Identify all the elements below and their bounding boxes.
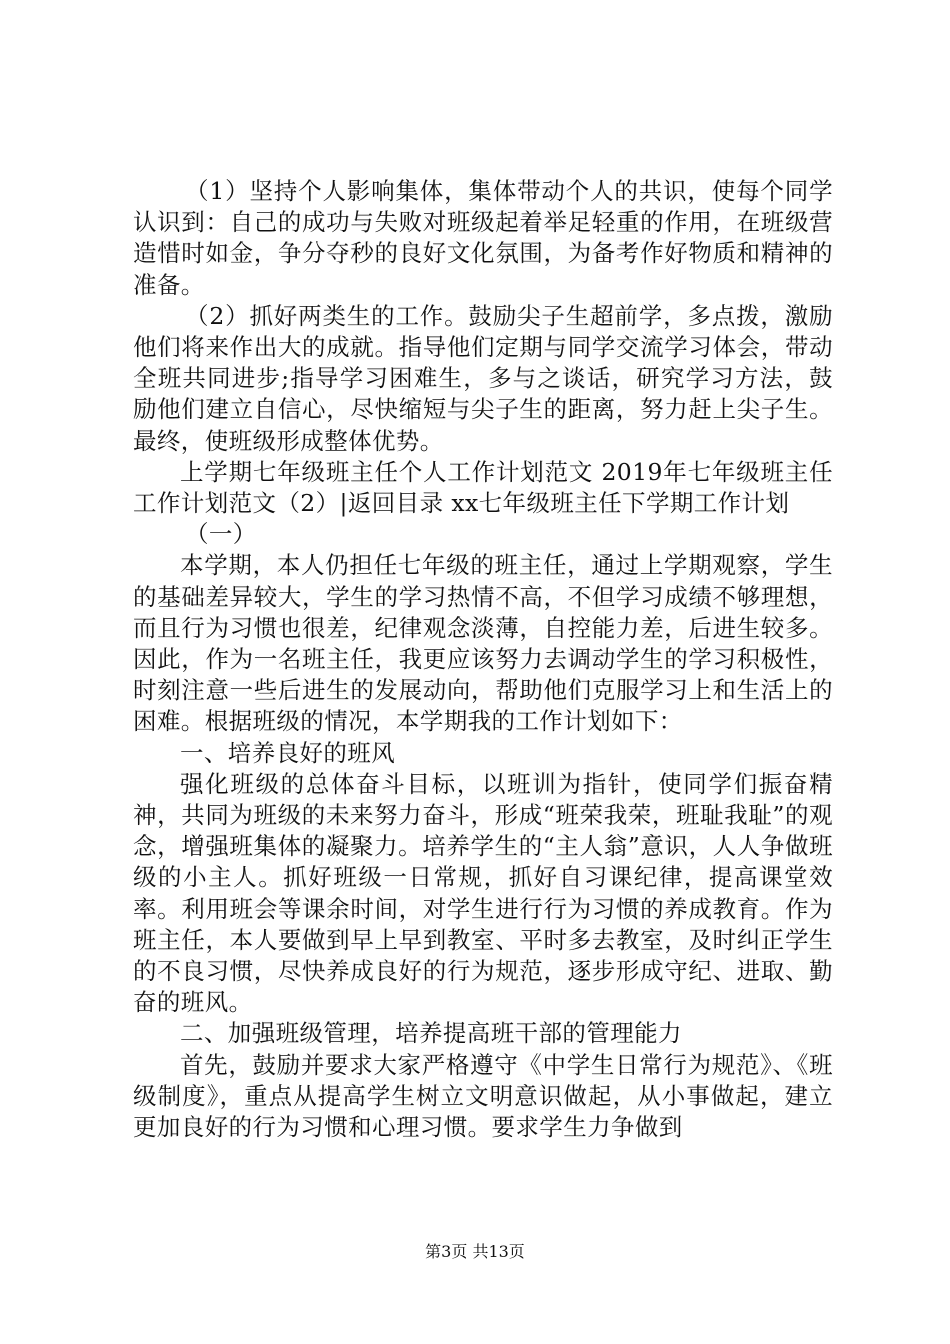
paragraph-intro: 本学期，本人仍担任七年级的班主任，通过上学期观察，学生的基础差异较大，学生的学习热情不高，不但学习成绩不够理想，而且行为习惯也很差，纪律观念淡薄，自控能力差，后进生较多。因此，作为一名班主任，我更应该努力去调动学生的学习积极性，时刻注意一些后进生的发展动向，帮助他们克服学习上和生活上的困难。根据班级的情况，本学期我的工作计划如下： [133,551,833,736]
page-number-footer: 第3页 共13页 [425,1242,525,1261]
paragraph-section-1: 强化班级的总体奋斗目标，以班训为指针，使同学们振奋精神，共同为班级的未来努力奋斗，形成“班荣我荣，班耻我耻”的观念，增强班集体的凝聚力。培养学生的“主人翁”意识，人人争做班级的小主人。抓好班级一日常规，抓好自习课纪律，提高课堂效率。利用班会等课余时间，对学生进行行为习惯的养成教育。作为班主任，本人要做到早上早到教室、平时多去教室，及时纠正学生的不良习惯，尽快养成良好的行为规范，逐步形成守纪、进取、勤奋的班风。 [133,769,833,1017]
paragraph-heading-link: 上学期七年级班主任个人工作计划范文 2019年七年级班主任工作计划范文（2）|返回目录 xx七年级班主任下学期工作计划 [133,457,833,518]
paragraph-section-2: 首先，鼓励并要求大家严格遵守《中学生日常行为规范》、《班级制度》，重点从提高学生树立文明意识做起，从小事做起，建立更加良好的行为习惯和心理习惯。要求学生力争做到 [133,1050,833,1142]
document-body [133,176,833,1143]
section-heading-2: 二、加强班级管理，培养提高班干部的管理能力 [180,1019,682,1048]
section-heading-1: 一、培养良好的班风 [180,738,396,767]
paragraph-point-1: （1）坚持个人影响集体，集体带动个人的共识，使每个同学认识到：自己的成功与失败对班级起着举足轻重的作用，在班级营造惜时如金，争分夺秒的良好文化氛围，为备考作好物质和精神的准备。 [133,177,833,299]
section-label: （一） [185,520,257,549]
paragraph-point-2: （2）抓好两类生的工作。鼓励尖子生超前学，多点拨，激励他们将来作出大的成就。指导他们定期与同学交流学习体会，带动全班共同进步;指导学习困难生，多与之谈话，研究学习方法，鼓励他们建立自信心，尽快缩短与尖子生的距离，努力赶上尖子生。最终，使班级形成整体优势。 [133,301,833,455]
